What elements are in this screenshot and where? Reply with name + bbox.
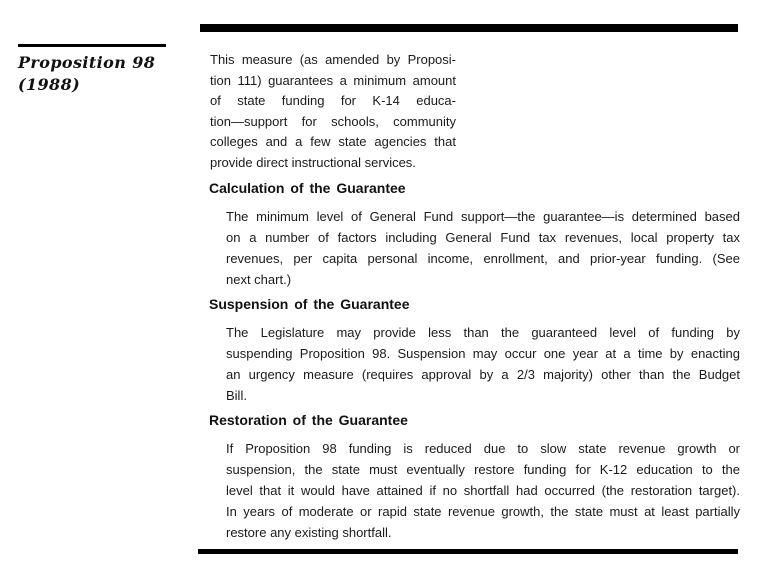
text-line: If Proposition 98 funding is reduced due to slow state revenue growth or bbox=[226, 441, 740, 456]
text-line: restore any existing shortfall. bbox=[226, 525, 392, 540]
intro-paragraph bbox=[210, 50, 456, 173]
text-line: Bill. bbox=[226, 388, 247, 403]
top-rule-bar bbox=[200, 24, 738, 32]
text-line: tion—support for schools, community bbox=[210, 113, 456, 129]
margin-title-line2: (1988) bbox=[18, 75, 81, 94]
margin-title bbox=[18, 52, 193, 96]
section-heading-suspension: Suspension of the Guarantee bbox=[209, 296, 410, 312]
text-line: an urgency measure (requires approval by a 2/3 majority) other than the Budget bbox=[226, 367, 740, 382]
section-body-restoration bbox=[226, 438, 740, 543]
text-line: colleges and a few state agencies that bbox=[210, 134, 456, 149]
text-line: The Legislature may provide less than the guaranteed level of funding by bbox=[226, 325, 740, 340]
text-line: suspension, the state must eventually restore funding for K-12 education to the bbox=[226, 462, 740, 477]
text-line: tion 111) guarantees a minimum amount bbox=[210, 72, 456, 88]
text-line: This measure (as amended by Proposi- bbox=[210, 52, 456, 67]
text-line: on a number of factors including General Fund tax revenues, local property tax bbox=[226, 230, 740, 245]
section-heading-restoration: Restoration of the Guarantee bbox=[209, 412, 408, 428]
margin-title-line1: Proposition 98 bbox=[18, 53, 156, 72]
margin-rule bbox=[18, 44, 166, 47]
text-line: In years of moderate or rapid state revenue growth, the state must at least partially bbox=[226, 504, 740, 519]
text-line: The minimum level of General Fund support—the guarantee—is determined based bbox=[226, 209, 740, 224]
text-line: revenues, per capita personal income, enrollment, and prior-year funding. (See bbox=[226, 251, 740, 266]
text-line: suspending Proposition 98. Suspension may occur one year at a time by enacting bbox=[226, 346, 740, 361]
text-line: of state funding for K-14 educa- bbox=[210, 93, 456, 108]
section-heading-calculation: Calculation of the Guarantee bbox=[209, 180, 406, 196]
text-line: provide direct instructional services. bbox=[210, 154, 416, 170]
text-line: level that it would have attained if no shortfall had occurred (the restoration target). bbox=[226, 483, 740, 498]
bottom-rule-bar bbox=[198, 549, 738, 554]
text-line: next chart.) bbox=[226, 272, 292, 287]
section-body-calculation bbox=[226, 206, 740, 290]
section-body-suspension bbox=[226, 322, 740, 406]
